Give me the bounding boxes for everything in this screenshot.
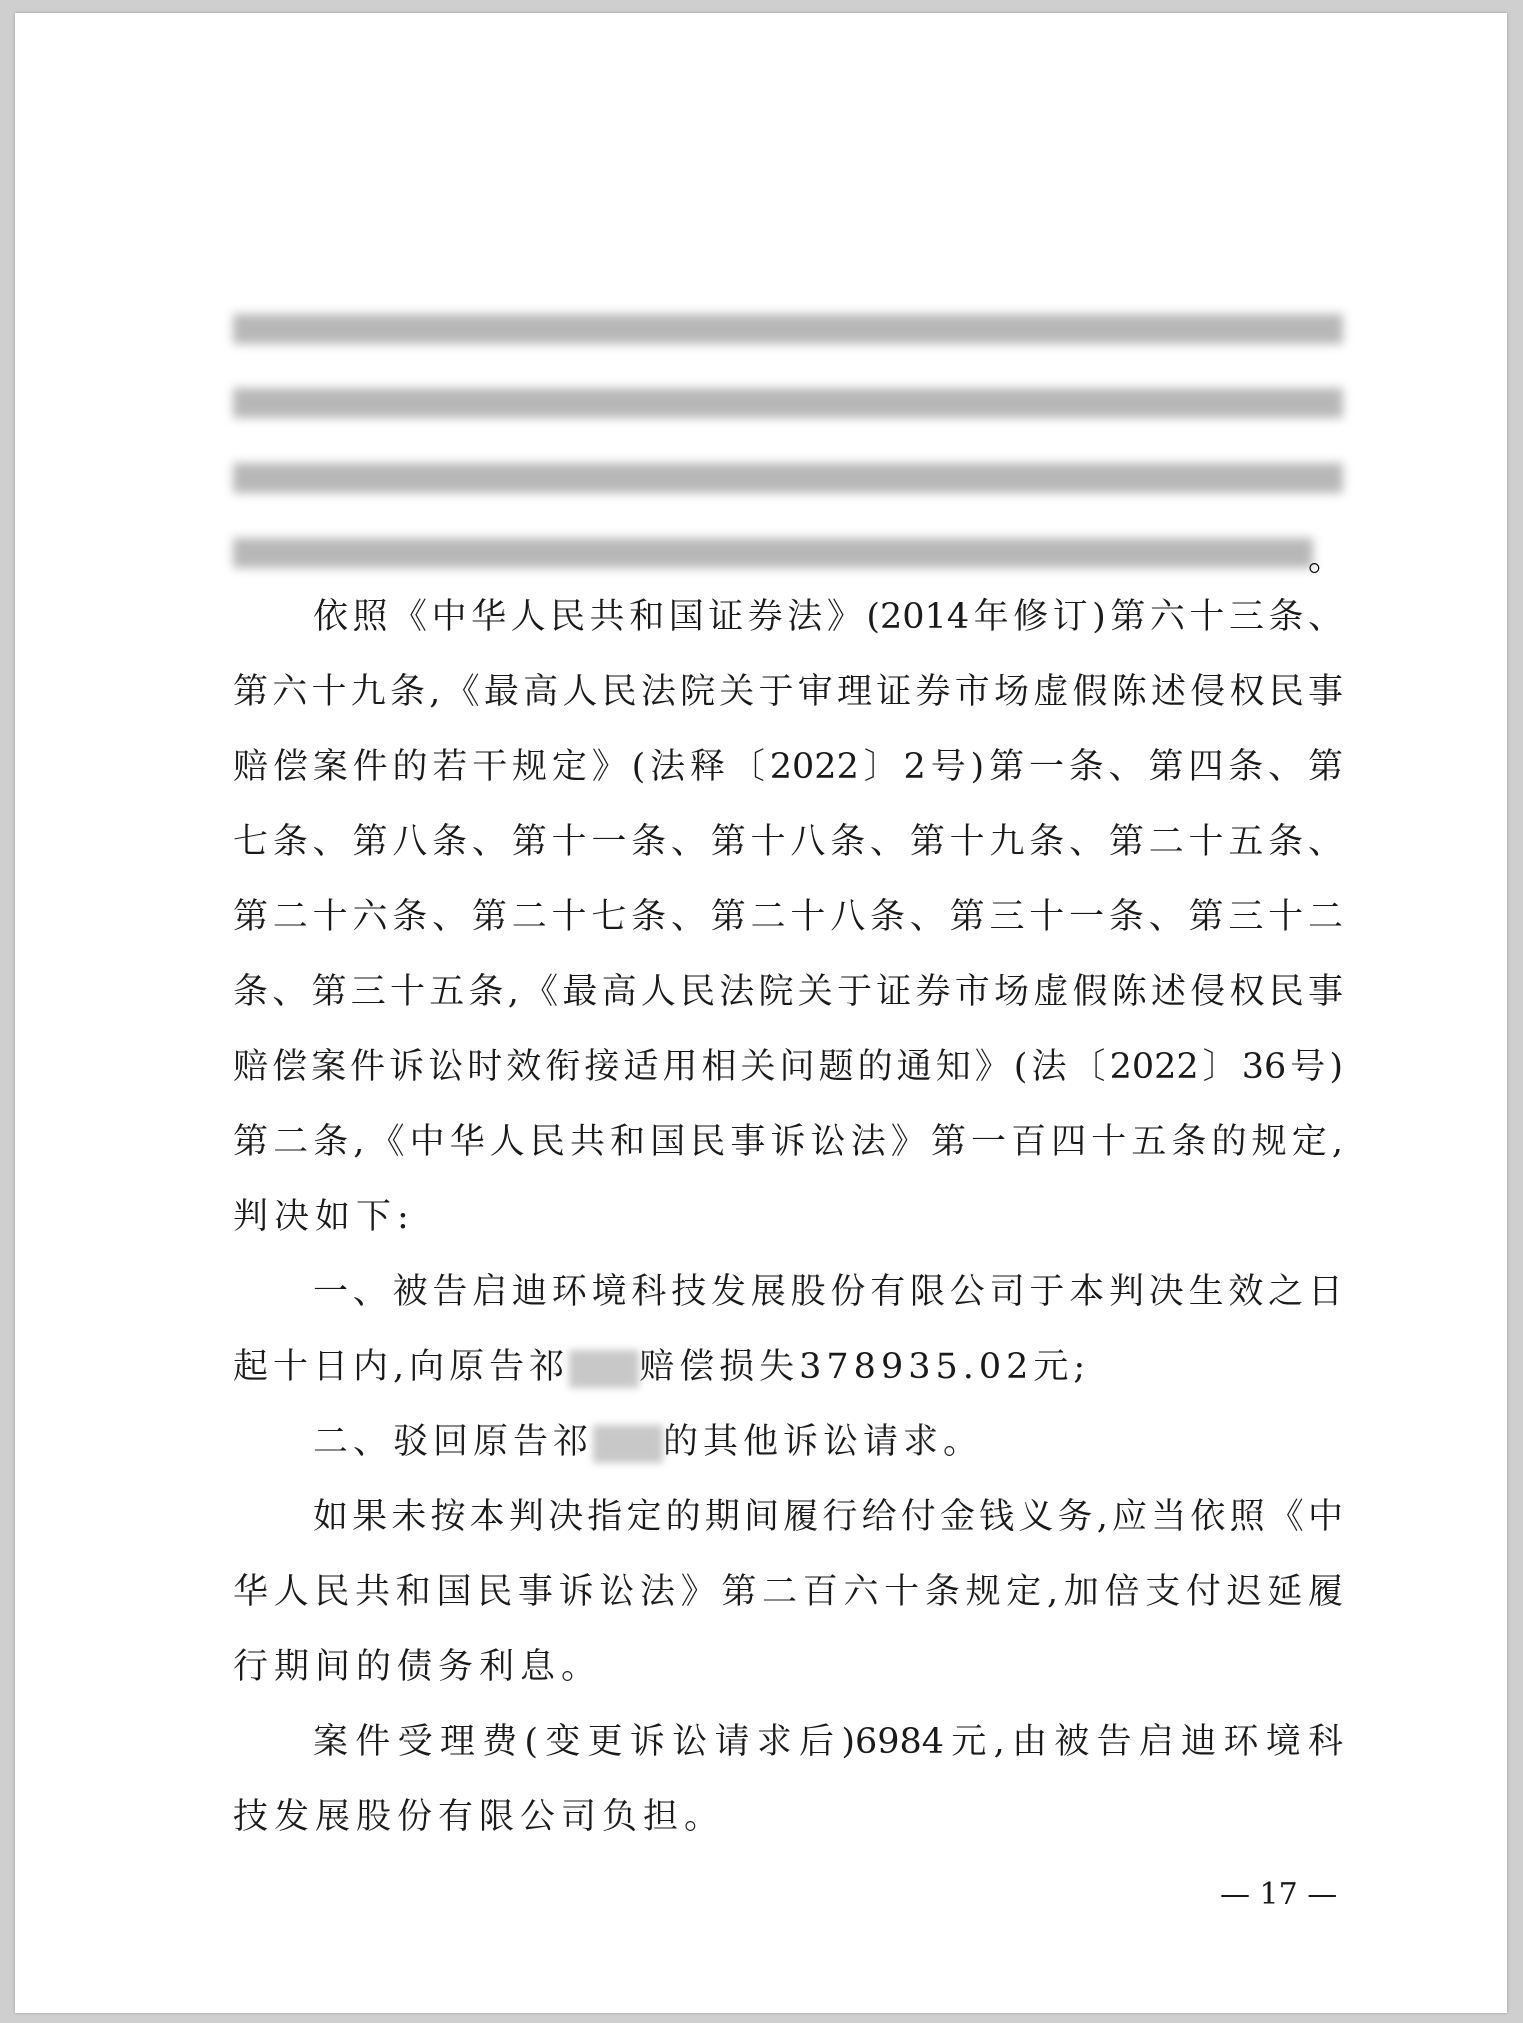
redacted-line: [233, 385, 1343, 421]
text-line: 依照《中华人民共和国证券法》(2014年修订)第六十三条、: [313, 597, 1343, 637]
text-line: 行期间的债务利息。: [233, 1647, 603, 1687]
redacted-line: [233, 311, 1343, 347]
text: 二、驳回原告祁: [313, 1422, 594, 1462]
text-line: 第二十六条、第二十七条、第二十八条、第三十一条、第三十二: [233, 897, 1343, 937]
redacted-name: [569, 1350, 639, 1388]
text-line: 案件受理费(变更诉讼请求后)6984元,由被告启迪环境科: [313, 1722, 1343, 1762]
page-number: — 17 —: [1220, 1877, 1338, 1912]
judgment-item-1: 一、被告启迪环境科技发展股份有限公司于本判决生效之日: [313, 1272, 1343, 1312]
text: 的其他诉讼请求。: [663, 1422, 984, 1462]
period: 。: [1307, 539, 1343, 579]
text-line: 七条、第八条、第十一条、第十八条、第十九条、第二十五条、: [233, 822, 1343, 862]
text-line: 如果未按本判决指定的期间履行给付金钱义务,应当依照《中: [313, 1497, 1343, 1537]
text-line: 第六十九条,《最高人民法院关于审理证券市场虚假陈述侵权民事: [233, 672, 1343, 712]
text-line: 第二条,《中华人民共和国民事诉讼法》第一百四十五条的规定,: [233, 1122, 1343, 1162]
text-line: 赔偿案件的若干规定》(法释〔2022〕2号)第一条、第四条、第: [233, 747, 1343, 787]
redacted-line: [233, 535, 1343, 579]
text-line: 赔偿案件诉讼时效衔接适用相关问题的通知》(法〔2022〕36号): [233, 1047, 1343, 1087]
text-line: 技发展股份有限公司负担。: [233, 1797, 726, 1837]
judgment-item-1-cont: [233, 1345, 1343, 1389]
text-line: 条、第三十五条,《最高人民法院关于证券市场虚假陈述侵权民事: [233, 972, 1343, 1012]
judgment-item-2: [313, 1420, 1343, 1464]
text-line: 判决如下:: [233, 1197, 415, 1237]
redacted-line: [233, 460, 1343, 496]
text: 起十日内,向原告祁: [233, 1347, 570, 1387]
text: 赔偿损失378935.02元;: [639, 1347, 1091, 1387]
redacted-name: [593, 1425, 663, 1463]
document-page: [15, 13, 1507, 2013]
text-line: 华人民共和国民事诉讼法》第二百六十条规定,加倍支付迟延履: [233, 1572, 1343, 1612]
